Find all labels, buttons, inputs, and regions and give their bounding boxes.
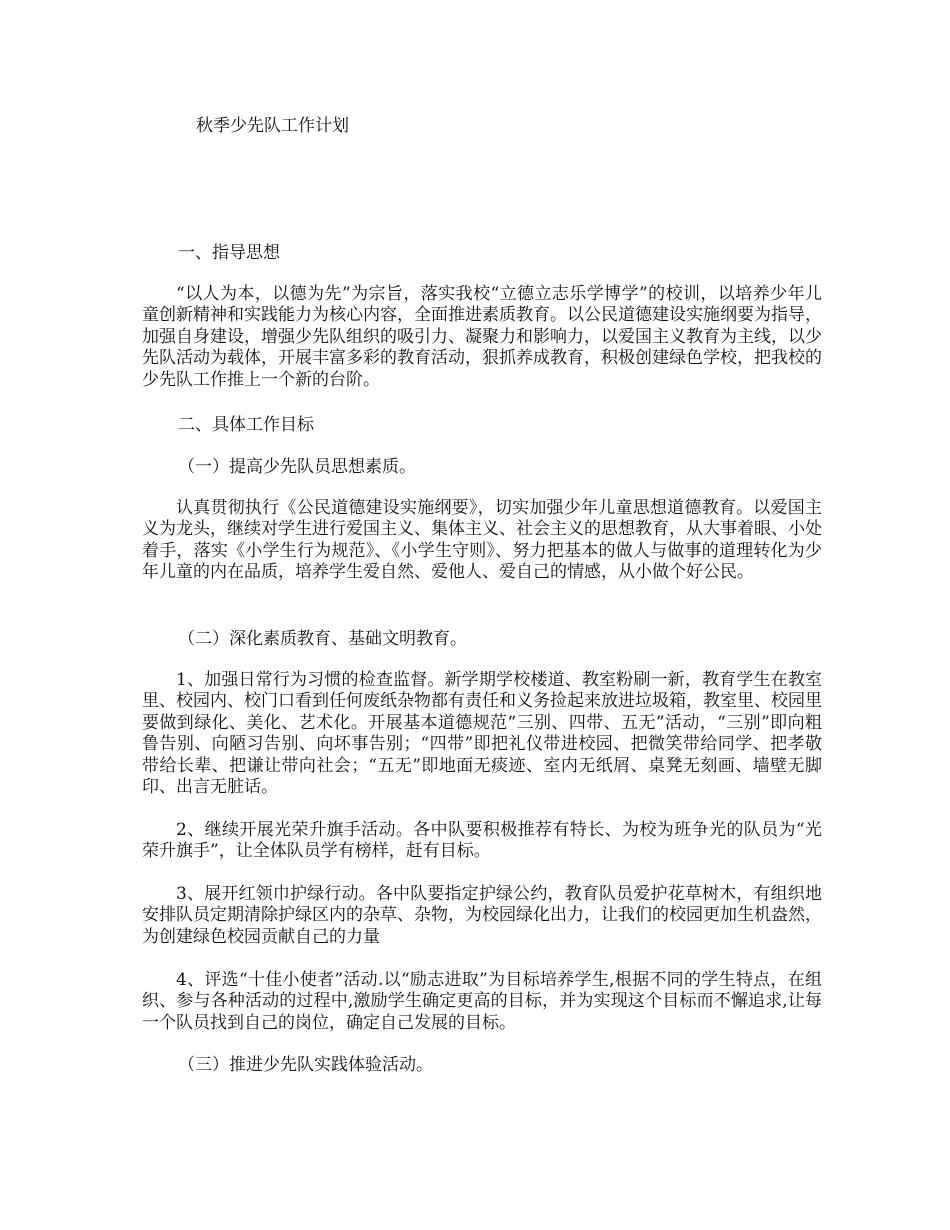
section-heading-guiding-thought: 一、指导思想 <box>178 243 280 263</box>
list-item-3: 3、展开红领巾护绿行动。各中队要指定护绿公约，教育队员爱护花草树木，有组织地安排队员定期清除护绿区内的杂草、杂物，为校园绿化出力，让我们的校园更加生机盎然，为创建绿色校园贡献自己的力量 <box>142 884 822 947</box>
section-heading-work-goals: 二、具体工作目标 <box>178 415 314 435</box>
subsection-heading-1: （一）提高少先队员思想素质。 <box>178 457 416 477</box>
paragraph-guiding-thought: “以人为本，以德为先”为宗旨，落实我校“立德立志乐学博学”的校训，以培养少年儿童创新精神和实践能力为核心内容，全面推进素质教育。以公民道德建设实施纲要为指导，加强自身建设，增强少先队组织的吸引力、凝聚力和影响力，以爱国主义教育为主线，以少先队活动为载体，开展丰富多彩的教育活动，狠抓养成教育，积极创建绿色学校，把我校的少先队工作推上一个新的台阶。 <box>142 284 822 390</box>
list-item-1: 1、加强日常行为习惯的检查监督。新学期学校楼道、教室粉刷一新，教育学生在教室里、校园内、校门口看到任何废纸杂物都有责任和义务捡起来放进垃圾箱，教室里、校园里要做到绿化、美化、艺术化。开展基本道德规范“三别、四带、五无”活动，“三别”即向粗鲁告别、向陋习告别、向坏事告别；“四带”即把礼仪带进校园、把微笑带给同学、把孝敬带给长辈、把谦让带向社会；“五无”即地面无痰迹、室内无纸屑、桌凳无刻画、墙壁无脚印、出言无脏话。 <box>142 670 822 798</box>
document-title: 秋季少先队工作计划 <box>196 116 349 136</box>
subsection-heading-2: （二）深化素质教育、基础文明教育。 <box>178 629 467 649</box>
paragraph-subsection-1: 认真贯彻执行《公民道德建设实施纲要》，切实加强少年儿童思想道德教育。以爱国主义为龙头，继续对学生进行爱国主义、集体主义、社会主义的思想教育，从大事着眼、小处着手，落实《小学生行为规范》、《小学生守则》、努力把基本的做人与做事的道理转化为少年儿童的内在品质，培养学生爱自然、爱他人、爱自己的情感，从小做个好公民。 <box>142 498 822 583</box>
list-item-4: 4、评选“十佳小使者”活动.以“励志进取”为目标培养学生,根据不同的学生特点，在组织、参与各种活动的过程中,激励学生确定更高的目标，并为实现这个目标而不懈追求,让每一个队员找到自己的岗位，确定自己发展的目标。 <box>142 970 822 1033</box>
subsection-heading-3: （三）推进少先队实践体验活动。 <box>178 1055 433 1075</box>
list-item-2: 2、继续开展光荣升旗手活动。各中队要积极推荐有特长、为校为班争光的队员为“光荣升旗手”，让全体队员学有榜样，赶有目标。 <box>142 820 822 862</box>
